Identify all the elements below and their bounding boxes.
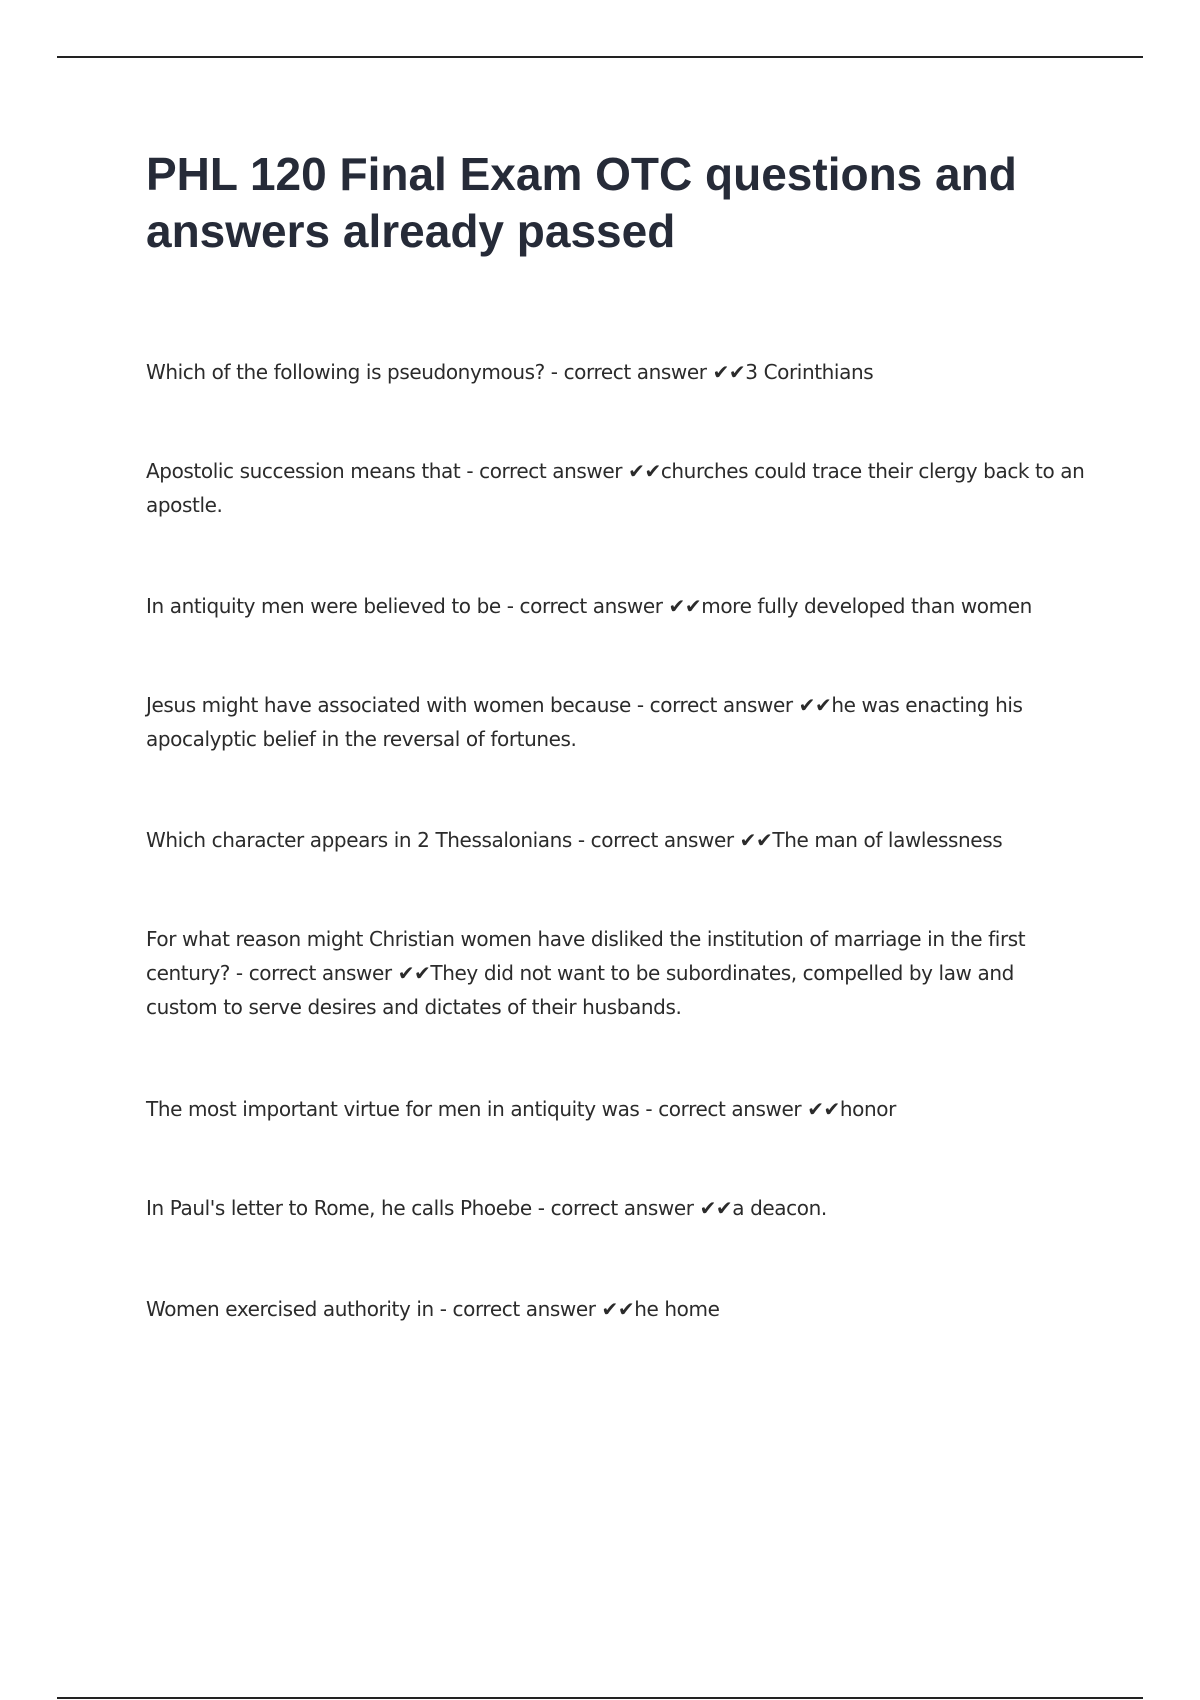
bottom-rule [57,1697,1143,1699]
check-mark-icon: ✔✔ [712,360,746,384]
qa-item: Which character appears in 2 Thessalonians - correct answer ✔✔The man of lawlessness [146,828,1003,852]
answer-label: correct answer [563,360,707,384]
answer-label: correct answer [590,828,734,852]
answer-text: a deacon. [732,1196,827,1220]
answer-text: he home [634,1297,720,1321]
qa-item: Jesus might have associated with women because - correct answer ✔✔he was enacting his apocalyptic belief in the reversal of fortunes. [146,693,1023,751]
answer-label: correct answer [658,1097,802,1121]
qa-item: Apostolic succession means that - correct answer ✔✔churches could trace their clergy back to an apostle. [146,459,1085,517]
question-text: In antiquity men were believed to be [146,594,501,618]
question-text: The most important virtue for men in antiquity was [146,1097,640,1121]
question-text: In Paul's letter to Rome, he calls Phoebe [146,1196,532,1220]
qa-item: In antiquity men were believed to be - correct answer ✔✔more fully developed than women [146,594,1032,618]
check-mark-icon: ✔✔ [397,961,431,985]
answer-text: churches could trace their clergy back to an apostle. [146,459,1085,517]
question-text: Women exercised authority in [146,1297,434,1321]
answer-text: 3 Corinthians [745,360,874,384]
answer-label: correct answer [519,594,663,618]
answer-label: correct answer [248,961,392,985]
check-mark-icon: ✔✔ [628,459,661,483]
check-mark-icon: ✔✔ [668,594,702,618]
question-text: Jesus might have associated with women because [146,693,631,717]
qa-item: Women exercised authority in - correct answer ✔✔he home [146,1297,720,1321]
top-rule [57,56,1143,58]
answer-label: correct answer [550,1196,694,1220]
qa-item: For what reason might Christian women have disliked the institution of marriage in the first century? - correct answer ✔✔They did not want to be subordinates, compelled by law and custom to serve desires and dictates of their husbands. [146,927,1026,1019]
answer-text: honor [839,1097,896,1121]
check-mark-icon: ✔✔ [601,1297,635,1321]
qa-item: Which of the following is pseudonymous? - correct answer ✔✔3 Corinthians [146,360,874,384]
answer-label: correct answer [452,1297,596,1321]
question-text: Which character appears in 2 Thessalonians [146,828,572,852]
page-title: PHL 120 Final Exam OTC questions and answers already passed [146,148,1017,257]
answer-label: correct answer [649,693,793,717]
check-mark-icon: ✔✔ [739,828,773,852]
check-mark-icon: ✔✔ [699,1196,733,1220]
answer-label: correct answer [479,459,623,483]
question-text: For what reason might Christian women have disliked the institution of marriage in the first century? [146,927,1026,985]
qa-item: In Paul's letter to Rome, he calls Phoebe - correct answer ✔✔a deacon. [146,1196,827,1220]
answer-text: They did not want to be subordinates, compelled by law and custom to serve desires and dictates of their husbands. [146,961,1014,1019]
check-mark-icon: ✔✔ [798,693,832,717]
answer-text: more fully developed than women [701,594,1032,618]
answer-text: he was enacting his apocalyptic belief in the reversal of fortunes. [146,693,1023,751]
qa-item: The most important virtue for men in antiquity was - correct answer ✔✔honor [146,1097,896,1121]
check-mark-icon: ✔✔ [807,1097,840,1121]
answer-text: The man of lawlessness [772,828,1003,852]
question-text: Apostolic succession means that [146,459,461,483]
question-text: Which of the following is pseudonymous? [146,360,545,384]
